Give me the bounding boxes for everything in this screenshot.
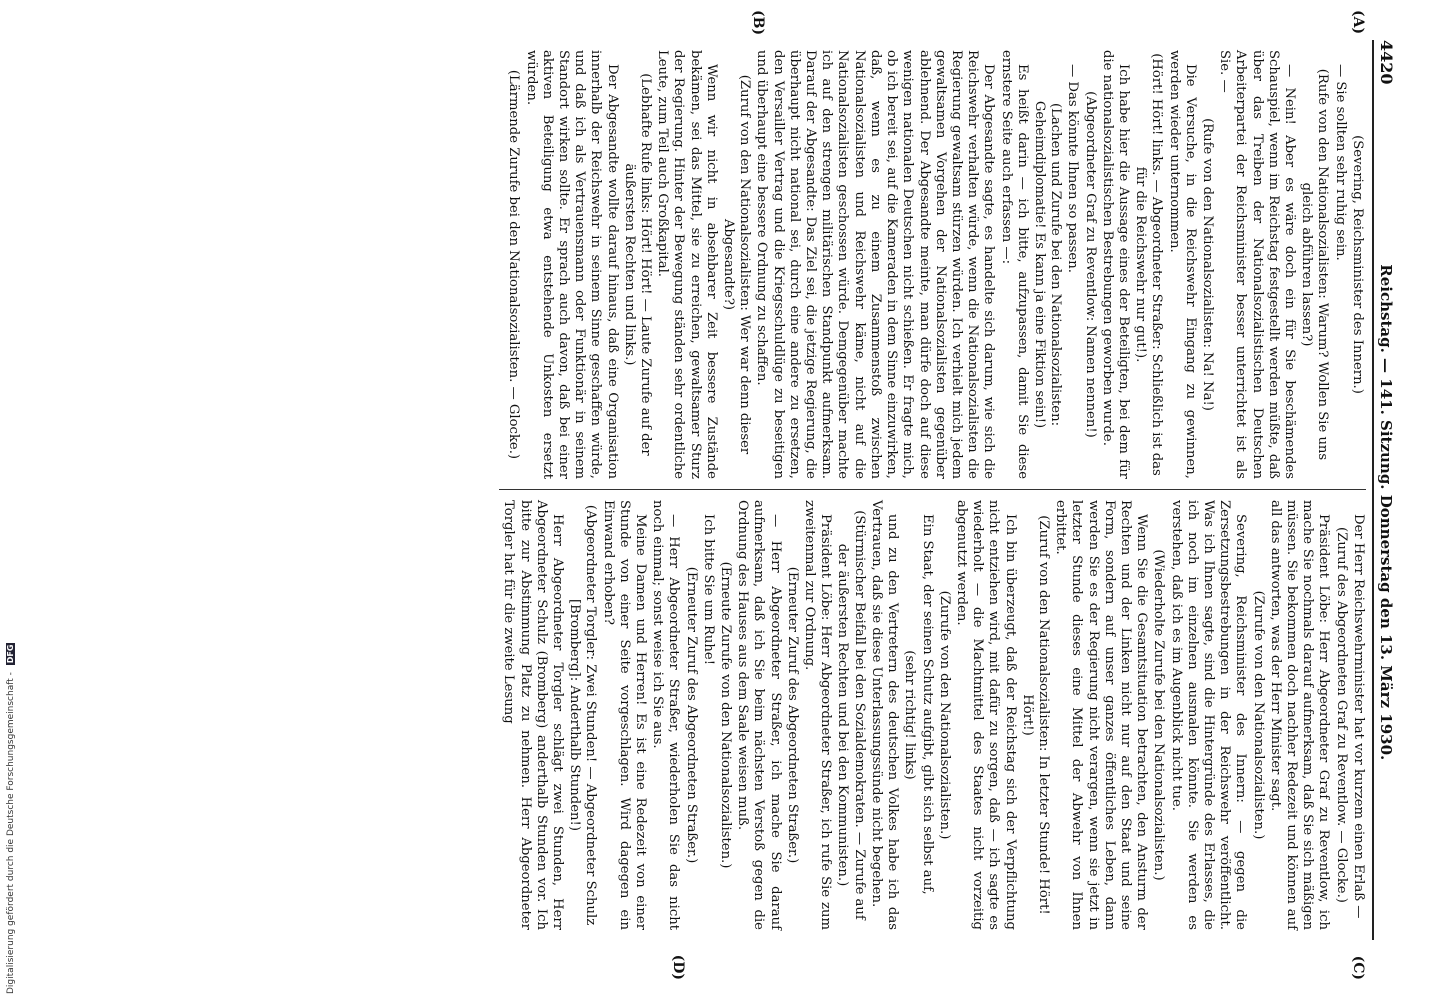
paragraph: (Lebhafte Rufe links: Hört! Hört! — Laute Zurufe auf der äußersten Rechten und links.): [621, 73, 654, 456]
credit-text: Digitalisierung gefördert durch die Deutsche Forschungsgemeinschaft -: [6, 672, 16, 994]
paragraph: (Zurufe von den Nationalsozialisten.): [936, 590, 952, 840]
paragraph: Wenn Sie die Gesamtsituation betrachten, den Ansturm der Rechten und der Linken nicht nur auf den Staat und seine Form, sondern auf unser ganzes öffentliches Leben, dann werden Sie es der Regierung nicht verargen, wenn sie jetzt in letzter Stunde dieses eine Mittel der Abwehr von Ihnen erbittet.: [1053, 500, 1150, 930]
paragraph: (Zuruf des Abgeordneten Graf zu Reventlow. — Glocke.): [1333, 527, 1349, 903]
dfg-logo: DFG: [6, 644, 15, 664]
paragraph: Präsident Löbe: Herr Abgeordneter Straßer, ich rufe Sie zum zweitenmal zur Ordnung.: [802, 500, 834, 930]
paragraph: (Wiederholte Zurufe bei den Nationalsozialisten.): [1151, 549, 1167, 881]
paragraph: (sehr richtig! links): [902, 650, 918, 780]
paragraph: Der Abgesandte wollte darauf hinaus, daß eine Organisation innerhalb der Reichswehr in seinem Sinne geschaffen würde, und daß ich als Vertrauensmann oder Funktionär in seinem Standort wirken sollte. Er sprach auch davon, daß bei einer aktiven Beteiligung etwa entstehende Unkosten ersetzt würden.: [523, 50, 620, 479]
paragraph: (Severing, Reichsminister des Innern.): [1349, 135, 1365, 394]
paragraph: Die Versuche, in die Reichswehr Eingang zu gewinnen, werden wieder unternommen.: [1166, 50, 1198, 479]
paragraph: (Abgeordneter Graf zu Reventlow: Namen nennen!): [1082, 91, 1098, 438]
paragraph: (Rufe von den Nationalsozialisten: Warum? Wollen Sie uns gleich abführen lassen?): [1299, 68, 1331, 461]
paragraph: — Herr Abgeordneter Straßer, wiederholen Sie das nicht noch einmal; sonst weise ich Sie aus.: [650, 500, 682, 930]
paragraph: Herr Abgeordneter Torgler schlägt zwei Stunden, Herr Abgeordneter Schulz (Bromberg) anderthalb Stunden vor. Ich bitte zur Abstimmung Platz zu nehmen. Herr Abgeordneter Torgler hat für die zweite Lesung: [501, 500, 566, 930]
paragraph: Präsident Löbe: Herr Abgeordneter Graf zu Reventlow, ich mache Sie nochmals darauf aufmerksam, daß Sie sich mäßigen müssen. Sie bekommen doch nachher Redezeit und können auf all das antworten, was der Herr Minister sagt.: [1267, 500, 1332, 930]
paragraph: — Sie sollten sehr ruhig sein.: [1332, 64, 1348, 261]
paragraph: Ich bin überzeugt, daß der Reichstag sich der Verpflichtung nicht entziehen wird, mit dafür zu sorgen, daß — ich sagte es wiederholt — die Machtmittel des Staates nicht vorzeitig abgenutzt werden.: [953, 500, 1018, 930]
paragraph: (Zuruf von den Nationalsozialisten: Wer war denn dieser Abgesandte?): [721, 74, 753, 455]
paragraph: Es heißt darin — ich bitte, aufzupassen, damit Sie diese ernstere Seite auch erfassen —:: [998, 50, 1030, 479]
paragraph: (Erneute Zurufe von den Nationalsozialisten.): [718, 561, 734, 869]
paragraph: (Zurufe von den Nationalsozialisten.): [1250, 590, 1266, 840]
paragraph: — Das könnte Ihnen so passen.: [1065, 64, 1081, 273]
margin-marker-b: (B): [749, 10, 766, 36]
paragraph: (Erneuter Zuruf des Abgeordneten Straßer.): [784, 566, 800, 864]
paragraph: (Lärmende Zurufe bei den Nationalsozialisten. — Glocke.): [506, 69, 522, 460]
page-title: Reichstag. — 141. Sitzung. Donnerstag den 13. März 1930.: [1377, 264, 1395, 761]
paragraph: (Stürmischer Beifall bei den Sozialdemokraten. — Zurufe auf der äußersten Rechten und bei den Kommunisten.): [835, 510, 867, 920]
paragraph: Meine Damen und Herren! Es ist eine Redezeit von einer Stunde von einer Seite vorgeschlagen. Wird dagegen ein Einwand erhoben?: [600, 500, 649, 930]
paragraph: Ich bitte Sie um Ruhe!: [700, 514, 716, 665]
paragraph: und zu den Vertretern des deutschen Volkes habe ich das Vertrauen, daß sie diese Unterlassungssünde nicht begehen.: [868, 500, 901, 930]
text-columns: [499, 10, 1366, 980]
left-column: [499, 40, 1366, 490]
paragraph: Der Herr Reichswehrminister hat vor kurzem einen Erlaß —: [1350, 514, 1366, 919]
paragraph: — Nein! Aber es wäre doch ein für Sie beschämendes Schauspiel, wenn im Reichstag festgestellt werden müßte, daß über das Treiben der Nationalsozialistischen Deutschen Arbeiterpartei der Reichsminister besser unterrichtet ist als Sie. —: [1217, 50, 1297, 479]
margin-marker-c: (C): [1349, 955, 1366, 980]
paragraph: Wenn wir nicht in absehbarer Zeit bessere Zustände bekämen, sei das Mittel, sie zu erreichen, gewaltsamer Sturz der Regierung. Hinter der Bewegung ständen sehr ordentliche Leute, zum Teil auch Großkapital.: [655, 50, 719, 479]
margin-marker-a: (A): [1349, 10, 1366, 35]
paragraph: (Erneuter Zuruf des Abgeordneten Straßer.): [683, 566, 699, 864]
paragraph: Severing, Reichsminister des Innern: — gegen die Zersetzungsbestrebungen in der Reichswehr veröffentlicht. Was ich Ihnen sagte, sind die Hintergründe des Erlasses, die ich noch im einzelnen ausmalen könnte. Sie werden es verstehen, daß ich es im Augenblick nicht tue.: [1168, 500, 1249, 930]
right-column: [499, 490, 1366, 940]
paragraph: — Herr Abgeordneter Straßer, ich mache Sie darauf aufmerksam, daß ich Sie beim nächsten Verstoß gegen die Ordnung des Hauses aus dem Saale weisen muß.: [735, 500, 783, 930]
quoted-statement: Der Abgesandte sagte, es handelte sich darum, wie sich die Reichswehr verhalten würde, wenn die Nationalsozialisten die Regierung gewaltsam stürzen würden. Ich verhielt mich jedem gewaltsamen Vorgehen der Nationalsozialisten gegenüber ablehnend. Der Abgesandte meinte, man dürfe doch auf diese wenigen nationalen Deutschen nicht schießen. Er fragte mich, ob ich bereit sei, auf die Kameraden in dem Sinne einzuwirken, daß, wenn es zu einem Zusammenstoß zwischen Nationalsozialisten und Reichswehr käme, nicht auf die Nationalsozialisten geschossen würde. Demgegenüber machte ich auf den strengen militärischen Standpunkt aufmerksam. Darauf der Abgesandte: Das Ziel sei, die jetzige Regierung, die überhaupt nicht national sei, durch eine andere zu ersetzen, den Versailler Vertrag und die Kriegsschuldlüge zu beseitigen und überhaupt eine bessere Ordnung zu schaffen.: [754, 50, 997, 479]
page-header: [1372, 40, 1394, 940]
digitization-credit: [6, 643, 16, 994]
page-number: 4420: [1377, 40, 1396, 85]
paragraph: Ein Staat, der seinen Schutz aufgibt, gibt sich selbst auf,: [919, 514, 935, 895]
paragraph: (Rufe von den Nationalsozialisten: Na! Na!): [1199, 118, 1215, 411]
paragraph: (Hört! Hört! links. — Abgeordneter Straßer: Schließlich ist das für die Reichswehr nur gut!).: [1133, 53, 1165, 476]
paragraph: (Abgeordneter Torgler: Zwei Stunden! — Abgeordneter Schulz [Bromberg]: Anderthalb Stunden!): [567, 504, 599, 926]
paragraph: (Lachen und Zurufe bei den Nationalsozialisten: Geheimdiplomatie! Es kann ja eine Fiktion sein!): [1031, 100, 1064, 429]
paragraph: (Zuruf von den Nationalsozialisten: In letzter Stunde! Hört! Hört!): [1019, 515, 1051, 915]
paragraph: Ich habe hier die Aussage eines der Beteiligten, bei dem für die nationalsozialistischen Bestrebungen geworben wurde.: [1099, 50, 1131, 479]
margin-marker-d: (D): [669, 954, 686, 980]
